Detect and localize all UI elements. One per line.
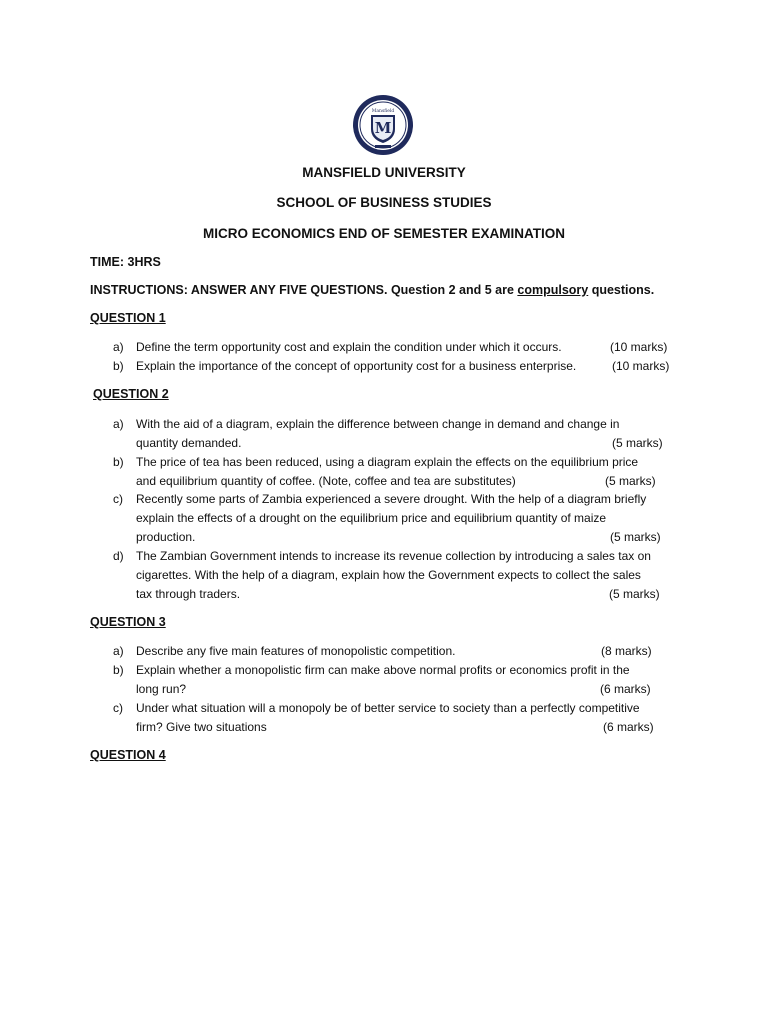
q2c-line-2: explain the effects of a drought on the equilibrium price and equilibrium quantity of maize [136, 511, 607, 525]
logo-letter: M [374, 119, 392, 137]
instructions-suffix: questions. [588, 283, 655, 297]
q1a-label: a) [113, 340, 124, 354]
q2c-line-3: production. [136, 530, 196, 544]
q2c-line-1: Recently some parts of Zambia experienced a severe drought. With the help of a diagram briefly [136, 492, 647, 506]
q2a-line-2: quantity demanded. [136, 436, 242, 450]
q3c-marks: (6 marks) [603, 720, 654, 734]
school-name: SCHOOL OF BUSINESS STUDIES [276, 195, 492, 210]
q2d-line-3: tax through traders. [136, 587, 241, 601]
university-name: MANSFIELD UNIVERSITY [302, 165, 466, 180]
q1a-marks: (10 marks) [610, 340, 668, 354]
question-3-title: QUESTION 3 [90, 615, 166, 629]
instructions-prefix: INSTRUCTIONS: ANSWER ANY FIVE QUESTIONS. Question 2 and 5 are [90, 283, 518, 297]
q2c-marks: (5 marks) [610, 530, 661, 544]
university-logo [351, 93, 415, 157]
q2d-label: d) [113, 549, 124, 563]
q3c-line-2: firm? Give two situations [136, 720, 267, 734]
q2b-marks: (5 marks) [605, 474, 656, 488]
q1b-label: b) [113, 359, 124, 373]
q2b-label: b) [113, 455, 124, 469]
question-2-title: QUESTION 2 [93, 387, 169, 401]
q3a-marks: (8 marks) [601, 644, 652, 658]
q3a-label: a) [113, 644, 124, 658]
svg-text:Mansfield: Mansfield [371, 109, 395, 114]
q3b-label: b) [113, 663, 124, 677]
exam-time: TIME: 3HRS [90, 255, 161, 269]
q3a-text: Describe any five main features of monopolistic competition. [136, 644, 456, 658]
question-1-title: QUESTION 1 [90, 311, 166, 325]
q1a-text: Define the term opportunity cost and explain the condition under which it occurs. [136, 340, 562, 354]
q3b-line-2: long run? [136, 682, 187, 696]
q1b-marks: (10 marks) [612, 359, 670, 373]
q2b-line-1: The price of tea has been reduced, using a diagram explain the effects on the equilibrium price [136, 455, 639, 469]
q2d-line-1: The Zambian Government intends to increase its revenue collection by introducing a sales tax on [136, 549, 651, 563]
q3b-line-1: Explain whether a monopolistic firm can make above normal profits or economics profit in the [136, 663, 630, 677]
exam-title: MICRO ECONOMICS END OF SEMESTER EXAMINATION [202, 226, 565, 241]
q3b-marks: (6 marks) [600, 682, 651, 696]
q2a-marks: (5 marks) [612, 436, 663, 450]
q3c-line-1: Under what situation will a monopoly be of better service to society than a perfectly competitive [136, 701, 640, 715]
q2b-line-2: and equilibrium quantity of coffee. (Note, coffee and tea are substitutes) [136, 474, 516, 488]
q2d-marks: (5 marks) [609, 587, 660, 601]
q1b-text: Explain the importance of the concept of opportunity cost for a business enterprise. [136, 359, 577, 373]
instructions [90, 283, 654, 297]
q2d-line-2: cigarettes. With the help of a diagram, explain how the Government expects to collect the sales [136, 568, 641, 582]
q3c-label: c) [113, 701, 123, 715]
q2c-label: c) [113, 492, 123, 506]
q2a-label: a) [113, 417, 124, 431]
q2a-line-1: With the aid of a diagram, explain the difference between change in demand and change in [136, 417, 620, 431]
question-4-title: QUESTION 4 [90, 748, 166, 762]
instructions-underlined: compulsory [517, 283, 589, 297]
